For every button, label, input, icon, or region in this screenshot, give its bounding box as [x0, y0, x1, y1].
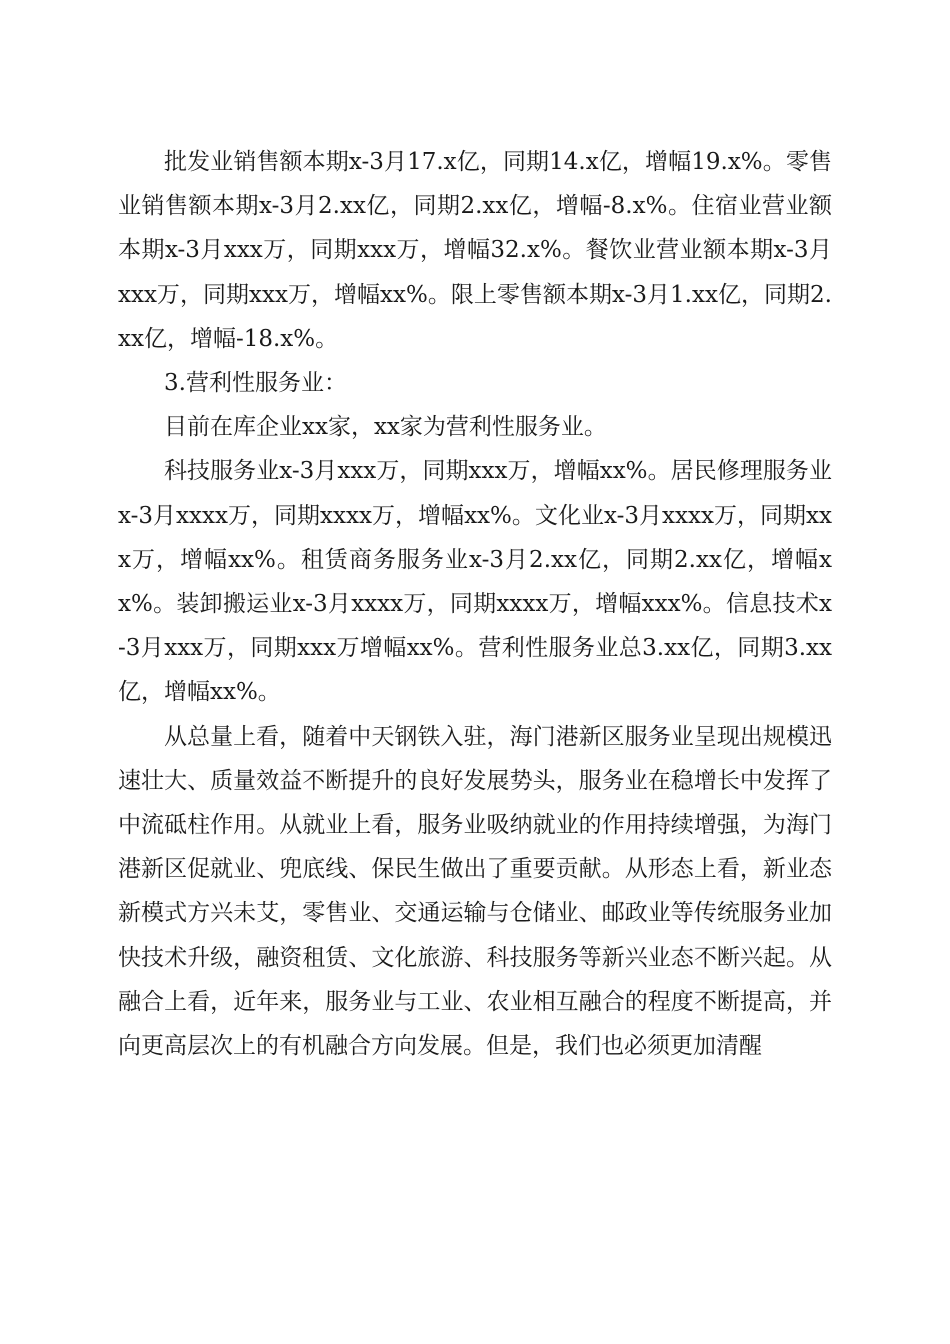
paragraph-enterprise-count: 目前在库企业xx家，xx家为营利性服务业。: [164, 414, 607, 441]
document-page: [118, 140, 832, 1068]
section-heading-profit-services: 3.营利性服务业：: [164, 370, 347, 397]
paragraph-wholesale-retail: 批发业销售额本期x-3月17.x亿，同期14.x亿，增幅19.x%。零售业销售额本期x-3月2.xx亿，同期2.xx亿，增幅-8.x%。住宿业营业额本期x-3月xxx万，同期xxx万，增幅32.x%。餐饮业营业额本期x-3月xxx万，同期xxx万，增幅xx%。限上零售额本期x-3月1.xx亿，同期2.xx亿，增幅-18.x%。: [118, 149, 832, 352]
paragraph-service-breakdown: 科技服务业x-3月xxx万，同期xxx万，增幅xx%。居民修理服务业x-3月xxxx万，同期xxxx万，增幅xx%。文化业x-3月xxxx万，同期xxx万，增幅xx%。租赁商务服务业x-3月2.xx亿，同期2.xx亿，增幅xx%。装卸搬运业x-3月xxxx万，同期xxxx万，增幅xxx%。信息技术x-3月xxx万，同期xxx万增幅xx%。营利性服务业总3.xx亿，同期3.xx亿，增幅xx%。: [118, 458, 832, 706]
paragraph-analysis: 从总量上看，随着中天钢铁入驻，海门港新区服务业呈现出规模迅速壮大、质量效益不断提升的良好发展势头，服务业在稳增长中发挥了中流砥柱作用。从就业上看，服务业吸纳就业的作用持续增强，为海门港新区促就业、兜底线、保民生做出了重要贡献。从形态上看，新业态新模式方兴未艾，零售业、交通运输与仓储业、邮政业等传统服务业加快技术升级，融资租赁、文化旅游、科技服务等新兴业态不断兴起。从融合上看，近年来，服务业与工业、农业相互融合的程度不断提高，并向更高层次上的有机融合方向发展。但是，我们也必须更加清醒: [118, 723, 832, 1060]
